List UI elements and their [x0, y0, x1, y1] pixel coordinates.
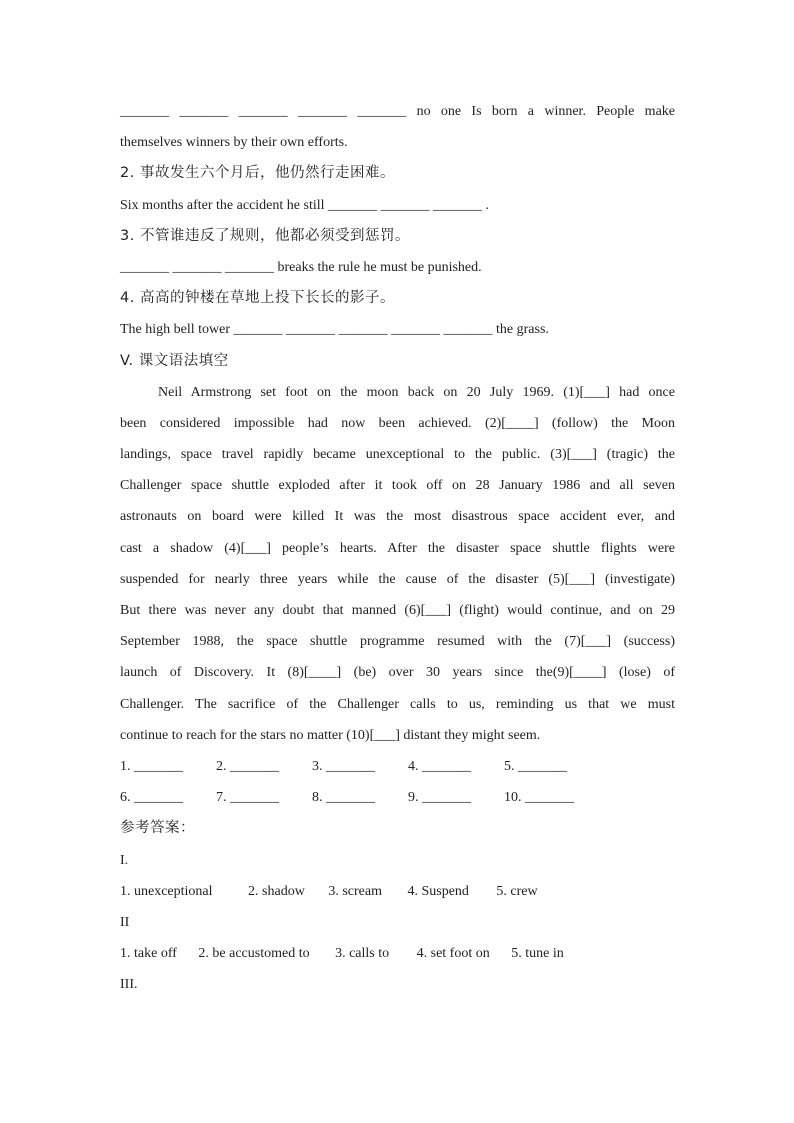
answers-part-1-label: I. — [120, 852, 129, 868]
answer-blank: 6. _______ — [120, 790, 183, 806]
question-2-chinese: 2. 事故发生六个月后，他仍然行走困难。 — [120, 165, 395, 182]
passage-line: launch of Discovery. It (8)[____] (be) over 30 years since the(9)[____] (lose) of — [120, 665, 675, 681]
answer-blank: 3. _______ — [312, 758, 375, 774]
exercise-line — [120, 96, 675, 127]
answer-blank: 5. _______ — [504, 758, 567, 774]
answer-item: 2. be accustomed to — [198, 946, 310, 962]
answers-part-2-label: II — [120, 914, 130, 930]
answer-item: 5. tune in — [511, 946, 564, 962]
section-v-heading: V. 课文语法填空 — [120, 352, 229, 369]
passage-line: But there was never any doubt that manned (6)[___] (flight) would continue, and on 29 — [120, 603, 675, 618]
passage-line: suspended for nearly three years while the cause of the disaster (5)[___] (investigate) — [120, 571, 675, 587]
answer-blank: 1. _______ — [120, 758, 183, 774]
answer-item: 1. take off — [120, 946, 177, 962]
passage-line: cast a shadow (4)[___] people’s hearts. After the disaster space shuttle flights were — [120, 540, 675, 556]
answer-item: 5. crew — [496, 883, 538, 899]
answer-blanks-row — [120, 782, 675, 813]
answer-blank: 7. _______ — [216, 790, 279, 806]
answer-blank: 9. _______ — [408, 790, 471, 806]
question-4-chinese: 4. 高高的钟楼在草地上投下长长的影子。 — [120, 290, 395, 307]
answer-blank: 2. _______ — [216, 758, 279, 774]
answer-item: 2. shadow — [248, 883, 305, 899]
answer-item: 3. calls to — [335, 946, 390, 962]
exercise-line: themselves winners by their own efforts. — [120, 135, 348, 151]
sentence-text: _______ _______ _______ _______ _______ no one Is born a winner. People make — [120, 104, 675, 119]
answers-part-1 — [120, 876, 675, 907]
answer-blank: 10. _______ — [504, 790, 574, 806]
answer-item: 1. unexceptional — [120, 883, 213, 899]
answer-blank: 8. _______ — [312, 790, 375, 806]
passage-line: astronauts on board were killed It was the most disastrous space accident ever, and — [120, 509, 675, 525]
answer-item: 3. scream — [328, 883, 382, 899]
grammar-fill-passage — [120, 377, 675, 751]
question-4-english: The high bell tower _______ _______ _______ _______ _______ the grass. — [120, 322, 549, 338]
passage-line: landings, space travel rapidly became unexceptional to the public. (3)[___] (tragic) the — [120, 447, 675, 463]
passage-line: Neil Armstrong set foot on the moon back on 20 July 1969. (1)[___] had once — [158, 384, 675, 400]
passage-line: been considered impossible had now been achieved. (2)[____] (follow) the Moon — [120, 415, 675, 431]
answers-part-3-label: III. — [120, 977, 138, 993]
document-page — [120, 96, 675, 1000]
question-2-english: Six months after the accident he still _______ _______ _______ . — [120, 197, 490, 213]
passage-line: Challenger. The sacrifice of the Challenger calls to us, reminding us that we must — [120, 696, 675, 712]
passage-line: Challenger space shuttle exploded after it took off on 28 January 1986 and all seven — [120, 478, 675, 494]
answers-part-2 — [120, 938, 675, 969]
answers-heading: 参考答案： — [120, 820, 195, 837]
answer-blanks-row — [120, 751, 675, 782]
question-3-chinese: 3. 不管谁违反了规则，他都必须受到惩罚。 — [120, 227, 410, 244]
answer-blank: 4. _______ — [408, 758, 471, 774]
passage-line: continue to reach for the stars no matter (10)[___] distant they might seem. — [120, 727, 541, 743]
answer-item: 4. Suspend — [407, 883, 469, 899]
question-3-english: _______ _______ _______ breaks the rule he must be punished. — [120, 259, 482, 275]
passage-line: September 1988, the space shuttle programme resumed with the (7)[___] (success) — [120, 634, 675, 650]
answer-item: 4. set foot on — [416, 946, 490, 962]
